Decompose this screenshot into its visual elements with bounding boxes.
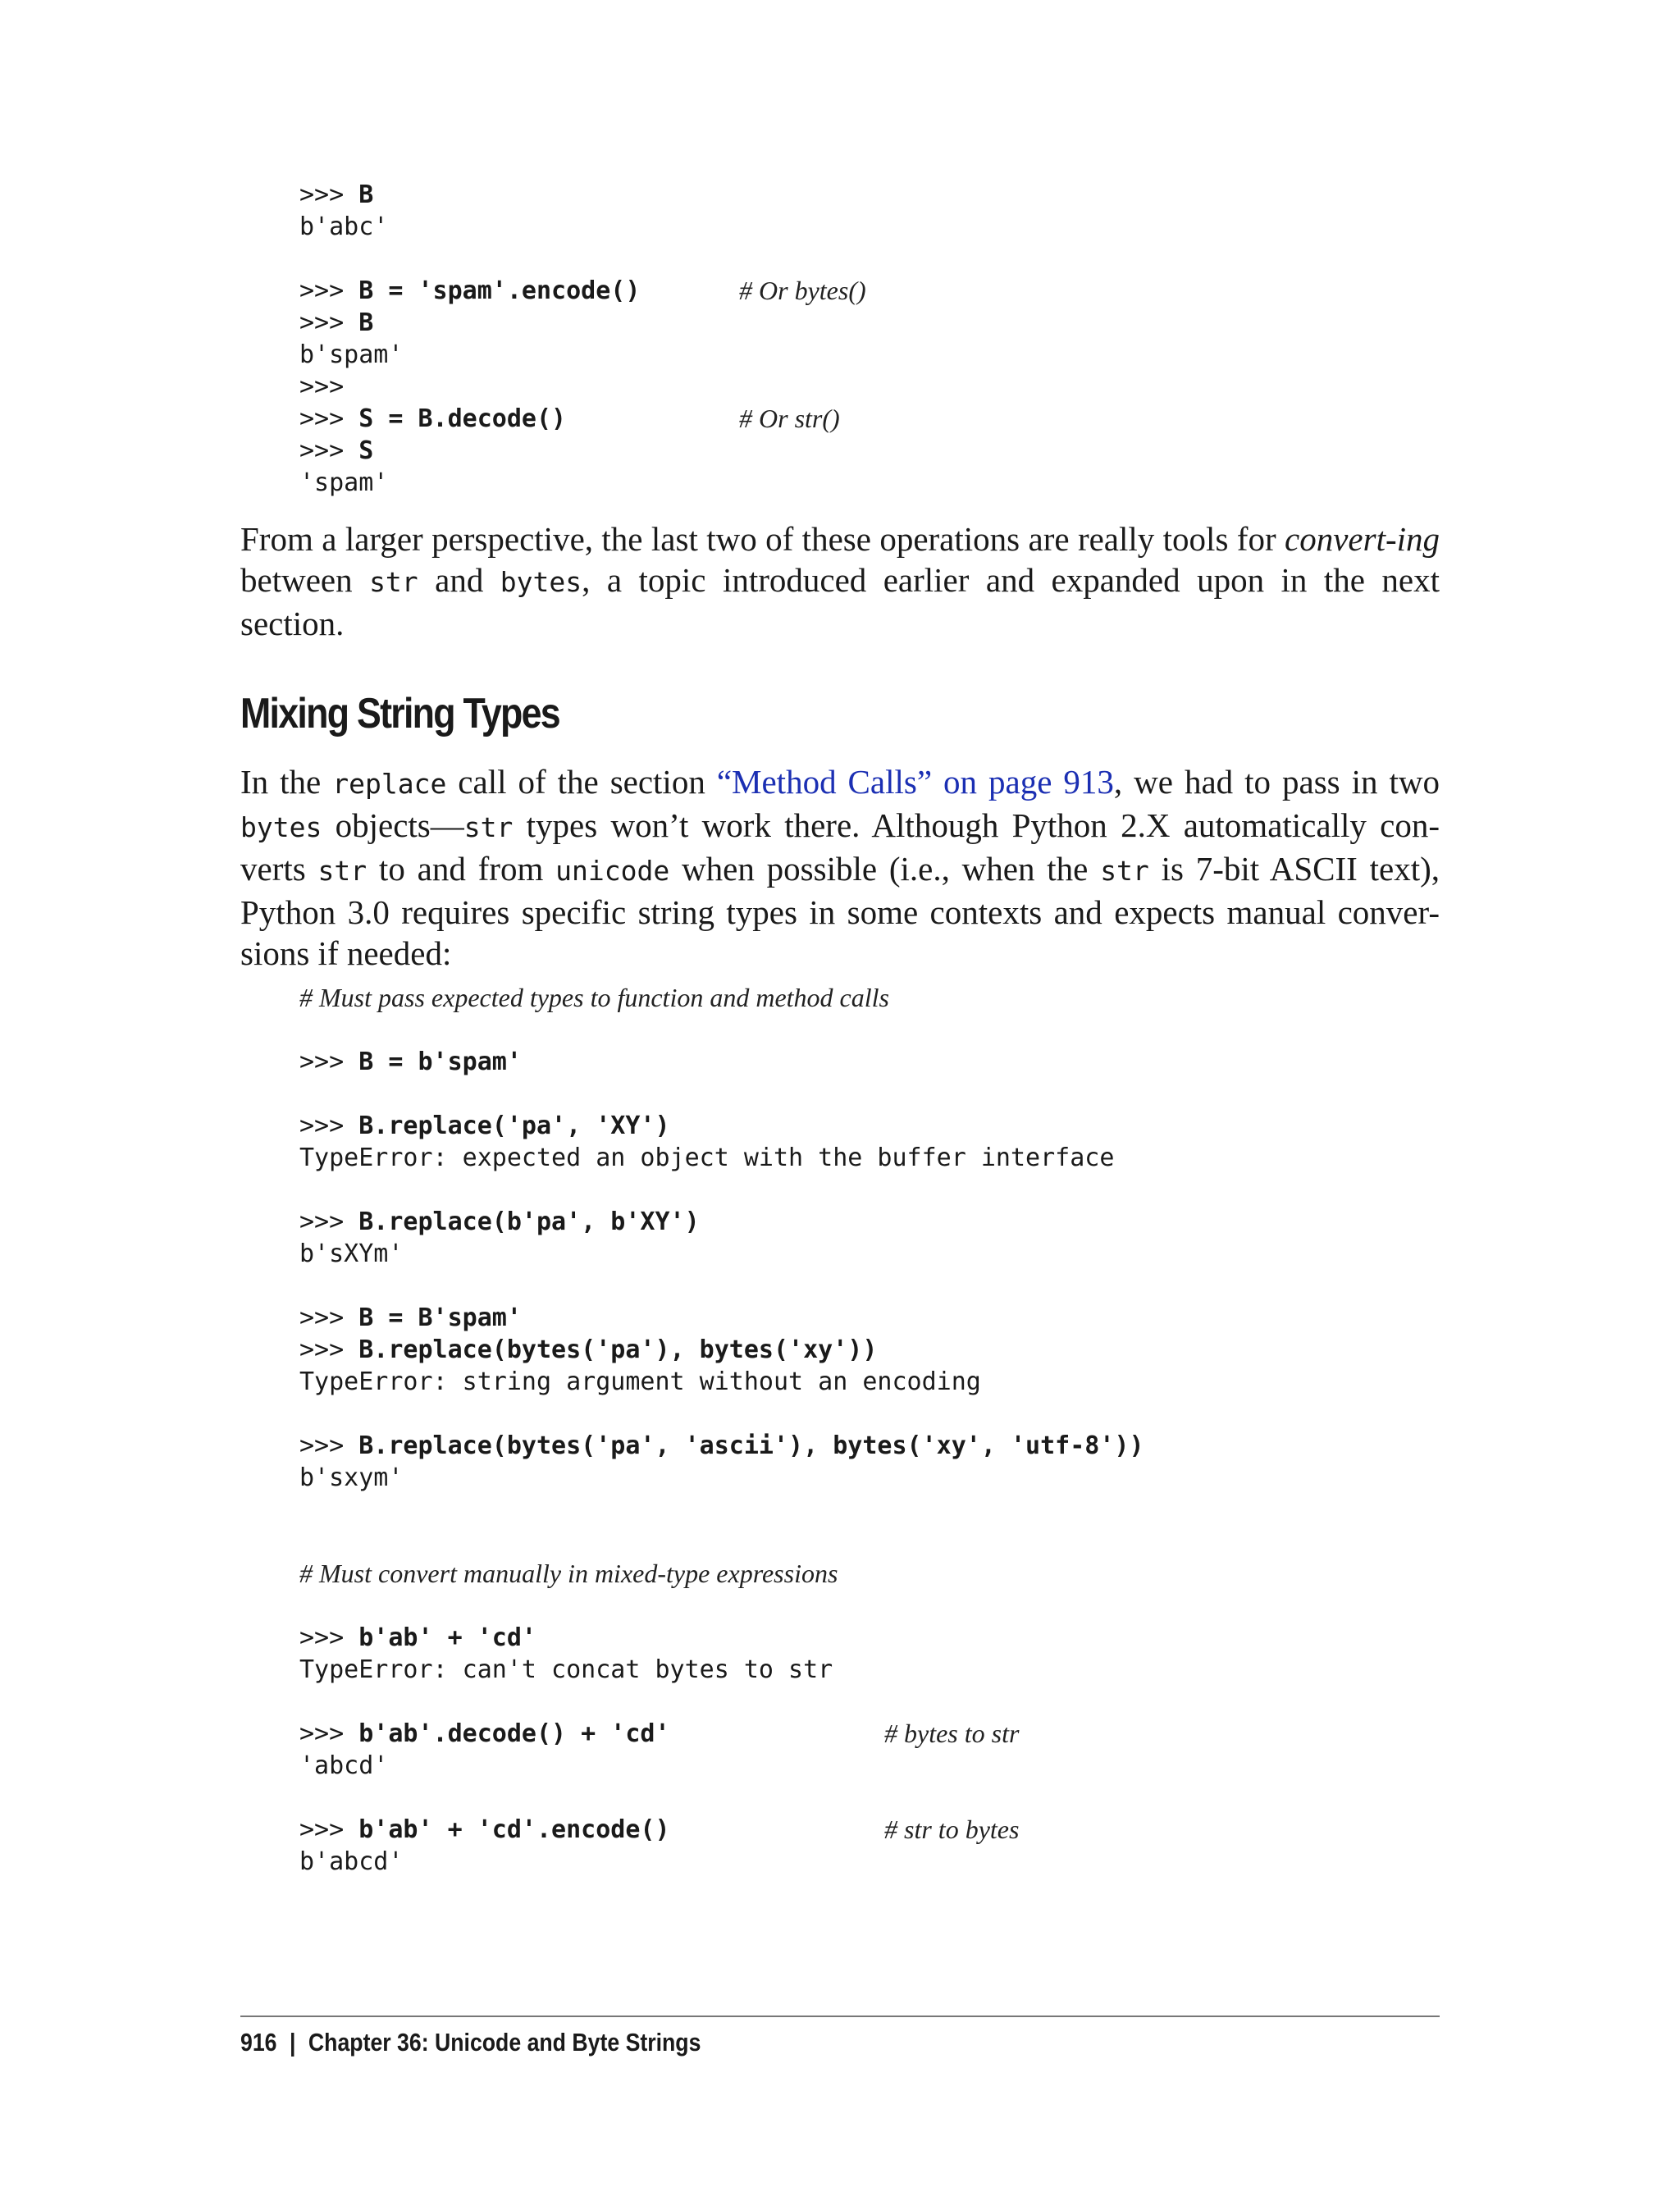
- code-comment: # bytes to str: [884, 1719, 1020, 1748]
- code-line: [299, 179, 640, 211]
- code-prompt: >>>: [299, 372, 345, 401]
- para-text: to and from: [367, 850, 556, 888]
- code-line: [299, 1590, 1144, 1622]
- code-line: [299, 467, 640, 499]
- code-input: B: [358, 180, 374, 209]
- code-output: TypeError: string argument without an encoding: [299, 1367, 981, 1396]
- code-line: [299, 339, 640, 371]
- code-input: b'ab' + 'cd': [358, 1623, 536, 1652]
- code-line: [299, 307, 640, 339]
- code-input: B = 'spam'.encode(): [358, 276, 641, 305]
- para-italic-text: convert-ing: [1285, 520, 1440, 558]
- code-line: [299, 243, 640, 275]
- inline-code-unicode: unicode: [555, 855, 670, 887]
- code-output: b'spam': [299, 340, 404, 369]
- code-input: b'ab'.decode() + 'cd': [358, 1719, 670, 1748]
- code-line: [299, 1302, 1144, 1334]
- code-line: [299, 1366, 1144, 1398]
- inline-code-str: str: [463, 811, 514, 843]
- code-input: B.replace(bytes('pa'), bytes('xy')): [358, 1335, 878, 1364]
- inline-code-str: str: [317, 855, 368, 887]
- code-line: [299, 275, 866, 307]
- code-output: TypeError: can't concat bytes to str: [299, 1655, 833, 1684]
- inline-code-str: str: [369, 566, 418, 598]
- code-line: [299, 1046, 1144, 1078]
- code-line: [299, 1494, 1144, 1526]
- code-line: [299, 1622, 1144, 1654]
- code-line: [299, 1078, 1144, 1110]
- footer-separator: |: [289, 2028, 296, 2057]
- code-prompt: >>>: [299, 1208, 359, 1236]
- code-line: [299, 371, 640, 403]
- code-prompt: >>>: [299, 1112, 359, 1140]
- code-line: [299, 1430, 1144, 1462]
- code-output: b'abc': [299, 212, 389, 241]
- para-text: types won’t work there. Although Python 2.X automatically con-verts: [240, 806, 1440, 888]
- code-output: TypeError: expected an object with the buffer interface: [299, 1144, 1115, 1172]
- chapter-title: Chapter 36: Unicode and Byte Strings: [308, 2028, 701, 2057]
- code-line: [299, 1750, 1144, 1782]
- code-output: 'abcd': [299, 1751, 389, 1780]
- code-input: B.replace('pa', 'XY'): [358, 1112, 670, 1140]
- page-footer: [240, 2028, 701, 2057]
- para-text: between: [240, 561, 370, 599]
- inline-code-bytes: bytes: [500, 566, 582, 598]
- para-text: and: [418, 561, 500, 599]
- para-text: when possible (i.e., when the: [669, 850, 1101, 888]
- code-line: [299, 1558, 1144, 1590]
- code-input: B.replace(bytes('pa', 'ascii'), bytes('xy', 'utf-8')): [358, 1431, 1144, 1460]
- code-input: S = B.decode(): [358, 404, 567, 433]
- code-line: [299, 1462, 1144, 1494]
- para-text: , we had to pass in two: [1113, 763, 1440, 801]
- code-line: [299, 1238, 1144, 1270]
- code-prompt: >>>: [299, 180, 359, 209]
- code-output: b'sxym': [299, 1463, 404, 1492]
- code-comment: # Must pass expected types to function and method calls: [299, 983, 889, 1012]
- code-prompt: >>>: [299, 1719, 359, 1748]
- code-prompt: >>>: [299, 1815, 359, 1844]
- para-text: , a topic introduced earlier and expanded upon in the next section.: [240, 561, 1440, 642]
- code-line: [299, 403, 840, 435]
- paragraph-mixing-types: [240, 761, 1440, 974]
- section-heading: Mixing String Types: [240, 690, 559, 737]
- code-comment: # str to bytes: [884, 1815, 1020, 1844]
- code-line: [299, 1110, 1144, 1142]
- page-number: 916: [240, 2028, 277, 2057]
- code-input: b'ab' + 'cd'.encode(): [358, 1815, 670, 1844]
- cross-reference-link[interactable]: “Method Calls” on page 913: [716, 763, 1114, 801]
- code-output: b'abcd': [299, 1847, 404, 1876]
- para-text: From a larger perspective, the last two of these operations are really tools for: [240, 520, 1285, 558]
- code-comment: # Must convert manually in mixed-type expressions: [299, 1559, 838, 1588]
- code-line: [299, 1206, 1144, 1238]
- code-line: [299, 1526, 1144, 1558]
- code-line: [299, 982, 1144, 1014]
- para-text: call of the section: [446, 763, 717, 801]
- paragraph-larger-perspective: [240, 518, 1440, 644]
- para-text: objects—: [322, 806, 464, 844]
- para-text: In the: [240, 763, 333, 801]
- code-prompt: >>>: [299, 1303, 359, 1332]
- code-line: [299, 435, 640, 467]
- code-block-bytes-conversion: [299, 179, 866, 499]
- code-line: [299, 1334, 1144, 1366]
- code-prompt: >>>: [299, 436, 359, 465]
- code-comment: # Or bytes(): [739, 276, 866, 305]
- code-line: [299, 1814, 1144, 1846]
- code-line: [299, 1142, 1144, 1174]
- code-input: B = B'spam': [358, 1303, 522, 1332]
- code-line: [299, 1654, 1144, 1686]
- code-input: B.replace(b'pa', b'XY'): [358, 1208, 700, 1236]
- code-line: [299, 1782, 1144, 1814]
- code-output: b'sXYm': [299, 1239, 404, 1268]
- code-line: [299, 1846, 1144, 1878]
- code-prompt: >>>: [299, 1623, 359, 1652]
- code-prompt: >>>: [299, 1048, 359, 1076]
- code-comment: # Or str(): [739, 404, 840, 433]
- inline-code-str: str: [1100, 855, 1149, 887]
- code-line: [299, 1174, 1144, 1206]
- code-prompt: >>>: [299, 404, 359, 433]
- footer-rule: [240, 2016, 1440, 2017]
- code-prompt: >>>: [299, 1335, 359, 1364]
- code-output: 'spam': [299, 468, 389, 497]
- code-line: [299, 211, 640, 243]
- code-line: [299, 1398, 1144, 1430]
- para-text: is 7-bit ASCII text), Python 3.0 requires specific string types in some contexts and expects manual conver-sions if needed:: [240, 850, 1440, 972]
- inline-code-replace: replace: [332, 768, 447, 800]
- code-prompt: >>>: [299, 1431, 359, 1460]
- code-line: [299, 1718, 1144, 1750]
- code-block-mixing-types: [299, 982, 1144, 1878]
- inline-code-bytes: bytes: [240, 811, 322, 843]
- code-input: B = b'spam': [358, 1048, 522, 1076]
- code-prompt: >>>: [299, 276, 359, 305]
- code-prompt: >>>: [299, 308, 359, 337]
- code-line: [299, 1686, 1144, 1718]
- code-input: B: [358, 308, 374, 337]
- code-line: [299, 1014, 1144, 1046]
- code-input: S: [358, 436, 374, 465]
- code-line: [299, 1270, 1144, 1302]
